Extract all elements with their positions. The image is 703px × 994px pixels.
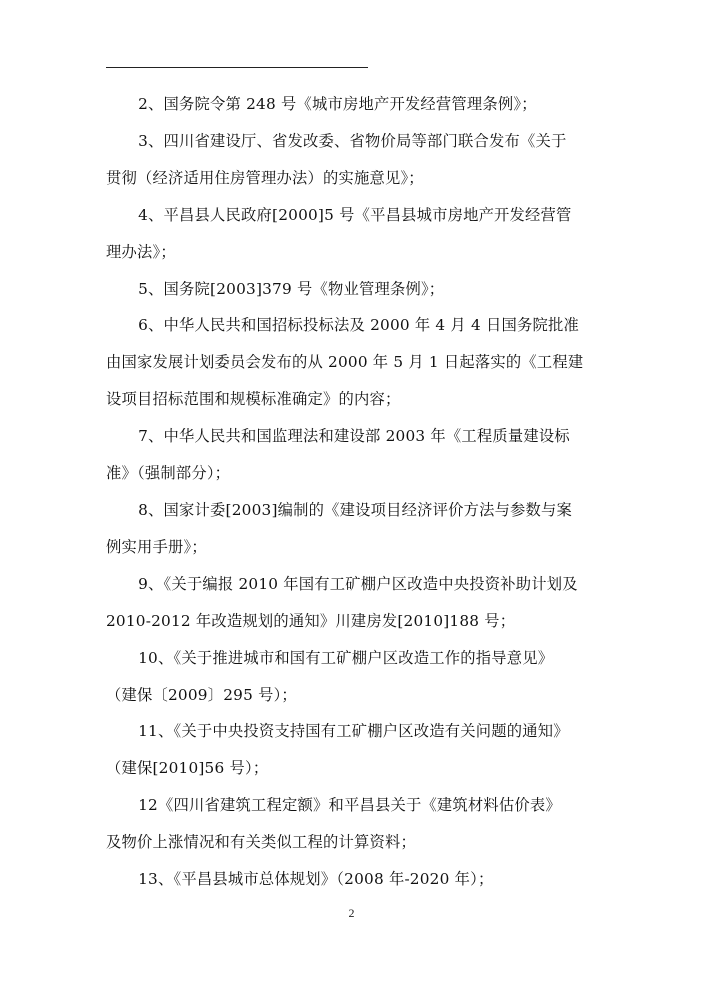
list-item-line: 2、国务院令第 248 号《城市房地产开发经营管理条例》； (138, 95, 537, 113)
list-item-12 (106, 787, 598, 861)
list-item-line: 8、国家计委[2003]编制的《建设项目经济评价方法与参数与案 (138, 500, 573, 519)
list-item-2 (106, 86, 598, 123)
list-item-line: 例实用手册》； (106, 537, 207, 556)
list-item-line: 6、中华人民共和国招标投标法及 2000 年 4 月 4 日国务院批准 (138, 316, 579, 335)
list-item-line: 10、《关于推进城市和国有工矿棚户区改造工作的指导意见》 (138, 648, 554, 667)
list-item-4 (106, 197, 598, 271)
list-item-7 (106, 418, 598, 492)
list-item-line: 贯彻（经济适用住房管理办法）的实施意见》； (106, 168, 424, 187)
list-item-line: 及物价上涨情况和有关类似工程的计算资料； (106, 833, 416, 852)
list-item-line: 4、平昌县人民政府[2000]5 号《平昌县城市房地产开发经营管 (138, 205, 572, 224)
list-item-3 (106, 123, 598, 197)
list-item-10 (106, 640, 598, 714)
list-item-11 (106, 713, 598, 787)
list-item-line: 由国家发展计划委员会发布的从 2000 年 5 月 1 日起落实的《工程建 (106, 353, 584, 372)
list-item-8 (106, 492, 598, 566)
list-item-line: （建保〔2009〕295 号）； (106, 685, 297, 704)
list-item-line: 3、四川省建设厅、省发改委、省物价局等部门联合发布《关于 (138, 131, 567, 150)
list-item-13 (106, 861, 598, 898)
page-number: 2 (348, 906, 355, 920)
list-item-line: 9、《关于编报 2010 年国有工矿棚户区改造中央投资补助计划及 (138, 574, 578, 593)
list-item-line: 11、《关于中央投资支持国有工矿棚户区改造有关问题的通知》 (138, 722, 569, 741)
list-item-line: 13、《平昌县城市总体规划》（2008 年-2020 年）； (138, 870, 494, 889)
list-item-line: 5、国务院[2003]379 号《物业管理条例》； (138, 279, 445, 298)
list-item-9 (106, 566, 598, 640)
list-item-line: （建保[2010]56 号）； (106, 759, 269, 778)
list-item-5 (106, 271, 598, 308)
list-item-line: 12《四川省建筑工程定额》和平昌县关于《建筑材料估价表》 (138, 796, 561, 815)
list-item-line: 理办法》； (106, 242, 176, 261)
footnote-separator-line (106, 67, 368, 68)
list-item-line: 设项目招标范围和规模标准确定》的内容； (106, 390, 401, 409)
list-item-line: 2010-2012 年改造规划的通知》川建房发[2010]188 号； (106, 611, 516, 630)
document-body (106, 86, 598, 898)
list-item-line: 准》（强制部分）； (106, 464, 231, 483)
list-item-line: 7、中华人民共和国监理法和建设部 2003 年《工程质量建设标 (138, 427, 570, 446)
list-item-6 (106, 307, 598, 418)
